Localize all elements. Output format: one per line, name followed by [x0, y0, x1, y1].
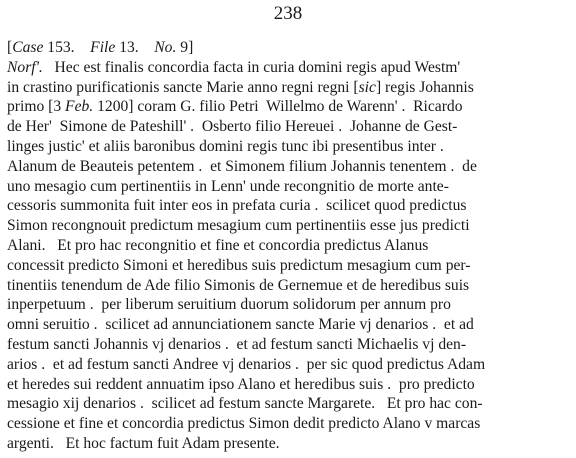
italic-text-segment: sic: [358, 78, 376, 96]
text-segment: [: [7, 39, 13, 56]
text-segment: concessit predicto Simoni et heredibus suis predictum mesagium cum per-: [7, 256, 471, 274]
text-segment: de Her' Simone de Pateshill' . Osberto filio Hereuei . Johanne de Gest-: [7, 118, 458, 136]
text-line: [7, 434, 576, 454]
text-segment: 1200] coram G. filio Petri Willelmo de Warenn' . Ricardo: [93, 98, 463, 116]
text-line: [7, 97, 576, 117]
text-segment: in crastino purificationis sancte Marie anno regni regni [: [7, 78, 359, 96]
text-line: [7, 256, 576, 276]
text-line: [7, 196, 576, 216]
text-line: [7, 157, 576, 177]
text-segment: linges justic' et aliis baronibus domini regis tunc ibi presentibus inter .: [7, 137, 444, 155]
case-reference-line: [7, 38, 576, 58]
italic-text-segment: File: [90, 39, 116, 56]
text-segment: uno mesagio cum pertinentiis in Lenn' unde recongnitio de morte ante-: [7, 177, 449, 195]
text-segment: 13.: [115, 39, 155, 56]
text-line: [7, 276, 576, 296]
text-segment: festum sancti Johannis vj denarios . et ad festum sancti Michaelis vj den-: [7, 335, 467, 353]
italic-text-segment: Norf'.: [7, 58, 43, 76]
text-segment: cessione et fine et concordia predictus Simon dedit predicto Alano v marcas: [7, 415, 481, 433]
text-segment: inperpetuum . per liberum seruitium duorum solidorum per annum pro: [7, 296, 451, 314]
text-line: [7, 394, 576, 414]
text-segment: et heredes sui reddent annuatim ipso Alano et heredibus suis . pro predicto: [7, 375, 475, 393]
text-line: [7, 315, 576, 335]
text-segment: mesagio xij denarios . scilicet ad festum sancte Margarete. Et pro hac con-: [7, 395, 483, 413]
text-segment: tinentiis tenendum de Ade filio Simonis de Gernemue et de heredibus suis: [7, 276, 470, 294]
page-number: 238: [273, 3, 303, 24]
italic-text-segment: No.: [154, 39, 177, 56]
text-segment: Hec est finalis concordia facta in curia domini regis apud Westm': [42, 58, 461, 76]
text-segment: Alanum de Beauteis petentem . et Simonem filium Johannis tenentem . de: [7, 157, 477, 175]
text-segment: Simon recongnouit predictum mesagium cum pertinentiis esse jus predicti: [7, 217, 470, 235]
text-segment: cessoris summonita fuit inter eos in prefata curia . scilicet quod predictus: [7, 197, 467, 215]
text-segment: arios . et ad festum sancti Andree vj denarios . per sic quod predictus Adam: [7, 355, 486, 373]
text-line: [7, 117, 576, 137]
text-line: [7, 375, 576, 395]
text-line: [7, 335, 576, 355]
text-line: [7, 355, 576, 375]
document-body: [7, 38, 576, 454]
text-line: [7, 414, 576, 434]
text-segment: argenti. Et hoc factum fuit Adam presente.: [7, 434, 280, 452]
text-segment: Alani. Et pro hac recongnitio et fine et concordia predictus Alanus: [7, 236, 429, 254]
text-line: [7, 236, 576, 256]
text-line: [7, 78, 576, 98]
text-segment: omni seruitio . scilicet ad annunciationem sancte Marie vj denarios . et ad: [7, 316, 474, 334]
text-segment: ] regis Johannis: [375, 78, 474, 96]
text-line: [7, 216, 576, 236]
italic-text-segment: Case: [12, 39, 44, 56]
text-segment: 9]: [176, 39, 194, 56]
italic-text-segment: Feb.: [65, 98, 94, 116]
text-line: [7, 58, 576, 78]
text-segment: 153.: [43, 39, 91, 56]
text-line: [7, 137, 576, 157]
text-line: [7, 295, 576, 315]
text-line: [7, 177, 576, 197]
text-segment: primo [3: [7, 98, 66, 116]
